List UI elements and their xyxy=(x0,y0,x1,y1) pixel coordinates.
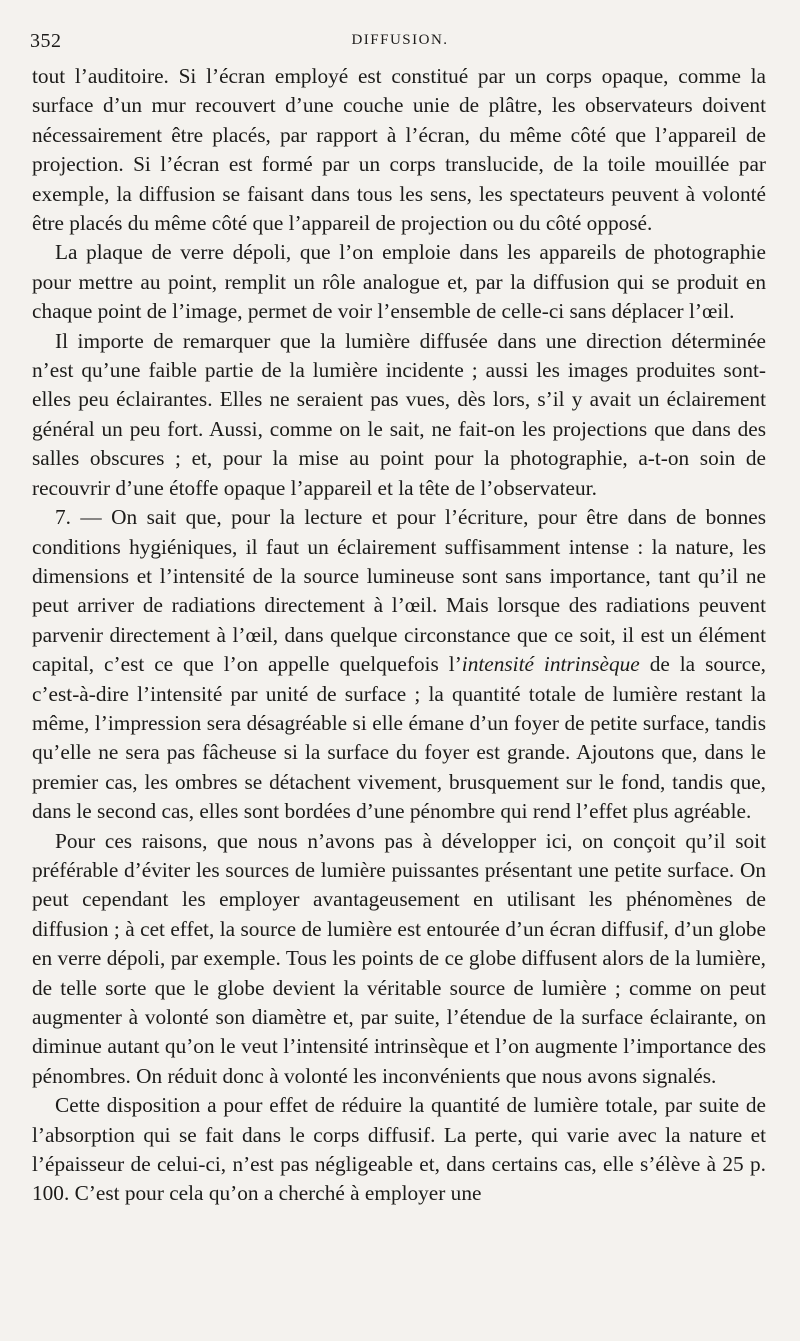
running-title: DIFFUSION. xyxy=(351,32,449,48)
emphasis-intensite-intrinseque: intensité intrinsèque xyxy=(461,652,640,677)
section-7-text-before: 7. — On sait que, pour la lecture et pour l’écriture, pour être dans de bonnes conditions hygiéniques, il faut un éclairement suffisamment intense : la nature, les dimensions et l’intensité de la source lumineuse sont sans importance, tant qu’il ne peut arriver de radiations directement à l’œil. Mais lorsque des radiations peuvent parvenir directement à l’œil, dans quelque circonstance que ce soit, il est un élément capital, c’est ce que l’on appelle quelquefois l’ xyxy=(32,505,766,677)
page-number: 352 xyxy=(30,30,62,52)
body-text xyxy=(32,62,766,1209)
paragraph-continuation: tout l’auditoire. Si l’écran employé est constitué par un corps opaque, comme la surface d’un mur recouvert d’une couche unie de plâtre, les observateurs doivent nécessairement être placés, par rapport à l’écran, du même côté que l’appareil de projection. Si l’écran est formé par un corps translucide, de la toile mouillée par exemple, la diffusion se faisant dans tous les sens, les spectateurs peuvent à volonté être placés du même côté que l’appareil de projection ou du côté opposé. xyxy=(32,64,766,236)
page-header xyxy=(30,30,770,58)
paragraph-raisons: Pour ces raisons, que nous n’avons pas à développer ici, on conçoit qu’il soit préférable d’éviter les sources de lumière puissantes présentant une petite surface. On peut cependant les employer avantageusement en utilisant les phénomènes de diffusion ; à cet effet, la source de lumière est entourée d’un écran diffusif, d’un globe en verre dépoli, par exemple. Tous les points de ce globe diffusent alors de la lumière, de telle sorte que le globe devient la véritable source de lumière ; comme on peut augmenter à volonté son diamètre et, par suite, l’étendue de la surface éclairante, on diminue autant qu’on le veut l’intensité intrinsèque et l’on augmente l’importance des pénombres. On réduit donc à volonté les inconvénients que nous avons signalés. xyxy=(32,828,766,1088)
paragraph-section-7 xyxy=(32,503,766,826)
paragraph-disposition: Cette disposition a pour effet de réduire la quantité de lumière totale, par suite de l’absorption qui se fait dans le corps diffusif. La perte, qui varie avec la nature et l’épaisseur de celui-ci, n’est pas négligeable et, dans certains cas, elle s’élève à 25 p. 100. C’est pour cela qu’on a cherché à employer une xyxy=(32,1093,766,1206)
paragraph-lumiere-diffusee: Il importe de remarquer que la lumière diffusée dans une direction déterminée n’est qu’une faible partie de la lumière incidente ; aussi les images produites sont-elles peu éclairantes. Elles ne seraient pas vues, dès lors, s’il y avait un éclairement général un peu fort. Aussi, comme on le sait, ne fait-on les projections que dans des salles obscures ; et, pour la mise au point pour la photographie, a-t-on soin de recouvrir d’une étoffe opaque l’appareil et la tête de l’observateur. xyxy=(32,328,766,500)
paragraph-verre-depoli: La plaque de verre dépoli, que l’on emploie dans les appareils de photographie pour mettre au point, remplit un rôle analogue et, par la diffusion qui se produit en chaque point de l’image, permet de voir l’ensemble de celle-ci sans déplacer l’œil. xyxy=(32,240,766,324)
section-7-text-after: de la source, c’est-à-dire l’intensité par unité de surface ; la quantité totale de lumière restant la même, l’impression sera désagréable si elle émane d’un foyer de petite surface, tandis qu’elle ne sera pas fâcheuse si la surface du foyer est grande. Ajoutons que, dans le premier cas, les ombres se détachent vivement, brusquement sur le fond, tandis que, dans le second cas, elles sont bordées d’une pénombre qui rend l’effet plus agréable. xyxy=(32,652,766,824)
